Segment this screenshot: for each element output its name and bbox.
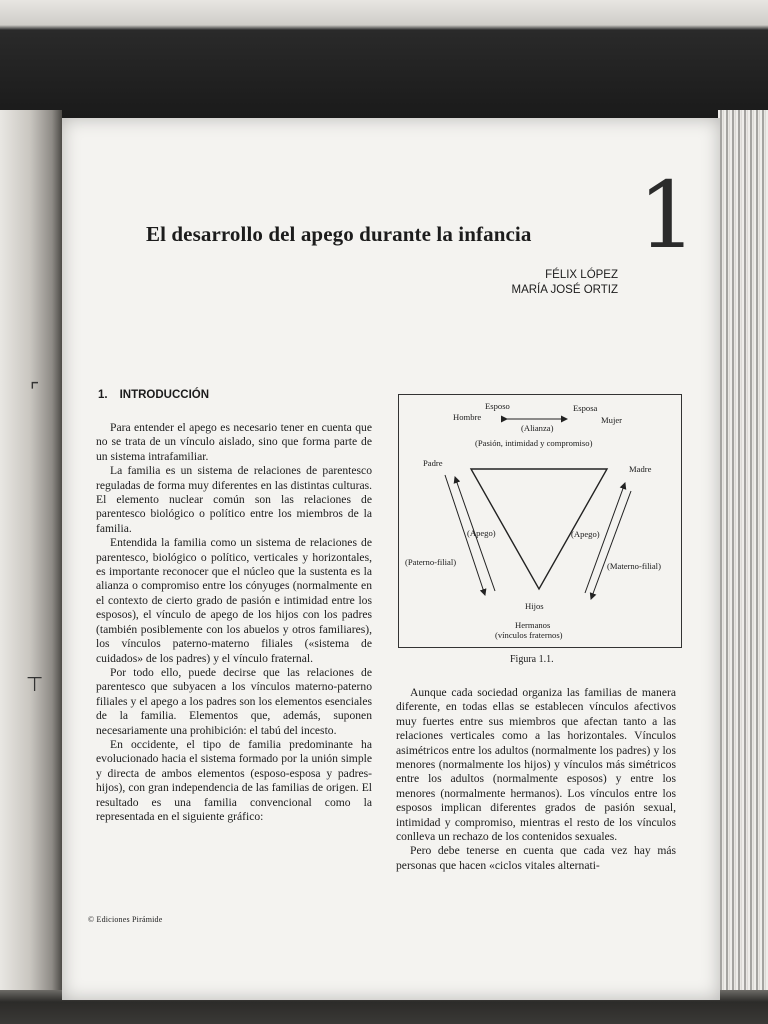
author-2: MARÍA JOSÉ ORTIZ bbox=[511, 284, 618, 296]
paragraph: Aunque cada sociedad organiza las familias de manera diferente, en todas ellas se establecen vínculos afectivos muy fuertes entre sus miembros que afectan tanto a las relaciones verticales como a las horizontales. Vínculos asimétricos entre los adultos (normalmente los padres) y los menores (normalmente los hijos) y vínculos más simétricos entre los adultos (normalmente esposos) y entre los menores (normalmente hermanos). Los vínculos entre los esposos implican diferentes grados de pasión sexual, intimidad y compromiso, mientras el resto de los vínculos conlleva un rechazo de los contenidos sexuales. bbox=[396, 686, 676, 844]
paragraph: La familia es un sistema de relaciones de parentesco reguladas de forma muy diferentes en las distintas culturas. El elemento nuclear común son las relaciones de parentesco biológico o político entre los miembros de la familia. bbox=[96, 464, 372, 535]
label-pasion: (Pasión, intimidad y compromiso) bbox=[475, 438, 593, 448]
page-footer: © Ediciones Pirámide bbox=[88, 915, 163, 924]
materno-arrow-right bbox=[591, 491, 631, 599]
section-number: 1. bbox=[98, 389, 108, 401]
label-alianza: (Alianza) bbox=[521, 423, 554, 433]
left-column bbox=[96, 421, 372, 824]
figure-caption: Figura 1.1. bbox=[510, 654, 554, 665]
label-madre: Madre bbox=[629, 464, 652, 474]
label-apego-left: (Apego) bbox=[467, 528, 496, 538]
crop-mark-icon: ⊤ bbox=[26, 672, 44, 696]
paragraph: Entendida la familia como un sistema de relaciones de parentesco, biológico o político, verticales y horizontales, es importante reconocer que el núcleo que la sustenta es la alianza o compromiso entre los cónyuges (normalmente en el contexto de cierto grado de pasión e intimidad entre los esposos), el vínculo de apego de los hijos con los padres (también posiblemente con los abuelos y otros familiares), los vínculos paterno-materno filiales («sistema de cuidados» de los padres) y el vínculo fraternal. bbox=[96, 536, 372, 665]
chapter-number: 1 bbox=[638, 162, 697, 269]
label-hombre: Hombre bbox=[453, 412, 482, 422]
right-column bbox=[396, 686, 676, 873]
authors bbox=[460, 268, 618, 298]
label-padre: Padre bbox=[423, 458, 443, 468]
scan-border-left bbox=[0, 110, 62, 1000]
crop-mark-icon: ⌜ bbox=[30, 378, 40, 402]
label-materno-filial: (Materno-filial) bbox=[607, 561, 661, 571]
label-hermanos: Hermanos bbox=[515, 620, 551, 630]
label-mujer: Mujer bbox=[601, 415, 623, 425]
scan-page-edges-right bbox=[718, 110, 768, 1000]
label-paterno-filial: (Paterno-filial) bbox=[405, 557, 457, 567]
family-diagram bbox=[398, 394, 682, 648]
scan-border-top bbox=[0, 0, 768, 118]
chapter-title: El desarrollo del apego durante la infancia bbox=[146, 222, 532, 246]
paragraph: Para entender el apego es necesario tener en cuenta que no se trata de un vínculo aislado, sino que forma parte de un sistema intrafamiliar. bbox=[96, 421, 372, 463]
section-heading bbox=[98, 389, 209, 401]
label-vinculos-fraternos: (vínculos fraternos) bbox=[495, 630, 563, 640]
label-esposa: Esposa bbox=[573, 403, 598, 413]
section-title: INTRODUCCIÓN bbox=[119, 389, 210, 401]
label-apego-right: (Apego) bbox=[571, 529, 600, 539]
paragraph: En occidente, el tipo de familia predominante ha evolucionado hacia el sistema formado por la unión simple y directa de ambos elementos (esposo-esposa y padres-hijos), con gran independencia de las familias de origen. El resultado es una familia convencional como la representada en el siguiente gráfico: bbox=[96, 737, 372, 823]
label-hijos: Hijos bbox=[525, 601, 544, 611]
paragraph: Pero debe tenerse en cuenta que cada vez hay más personas que hacen «ciclos vitales alternati- bbox=[396, 844, 676, 872]
paragraph: Por todo ello, puede decirse que las relaciones de parentesco que subyacen a los vínculos materno-paterno filiales y el apego a los padres son los elementos esenciales de la familia. Elementos que, además, suponen necesariamente una prohibición: el tabú del incesto. bbox=[96, 665, 372, 737]
author-1: FÉLIX LÓPEZ bbox=[545, 269, 618, 281]
label-esposo: Esposo bbox=[485, 401, 510, 411]
